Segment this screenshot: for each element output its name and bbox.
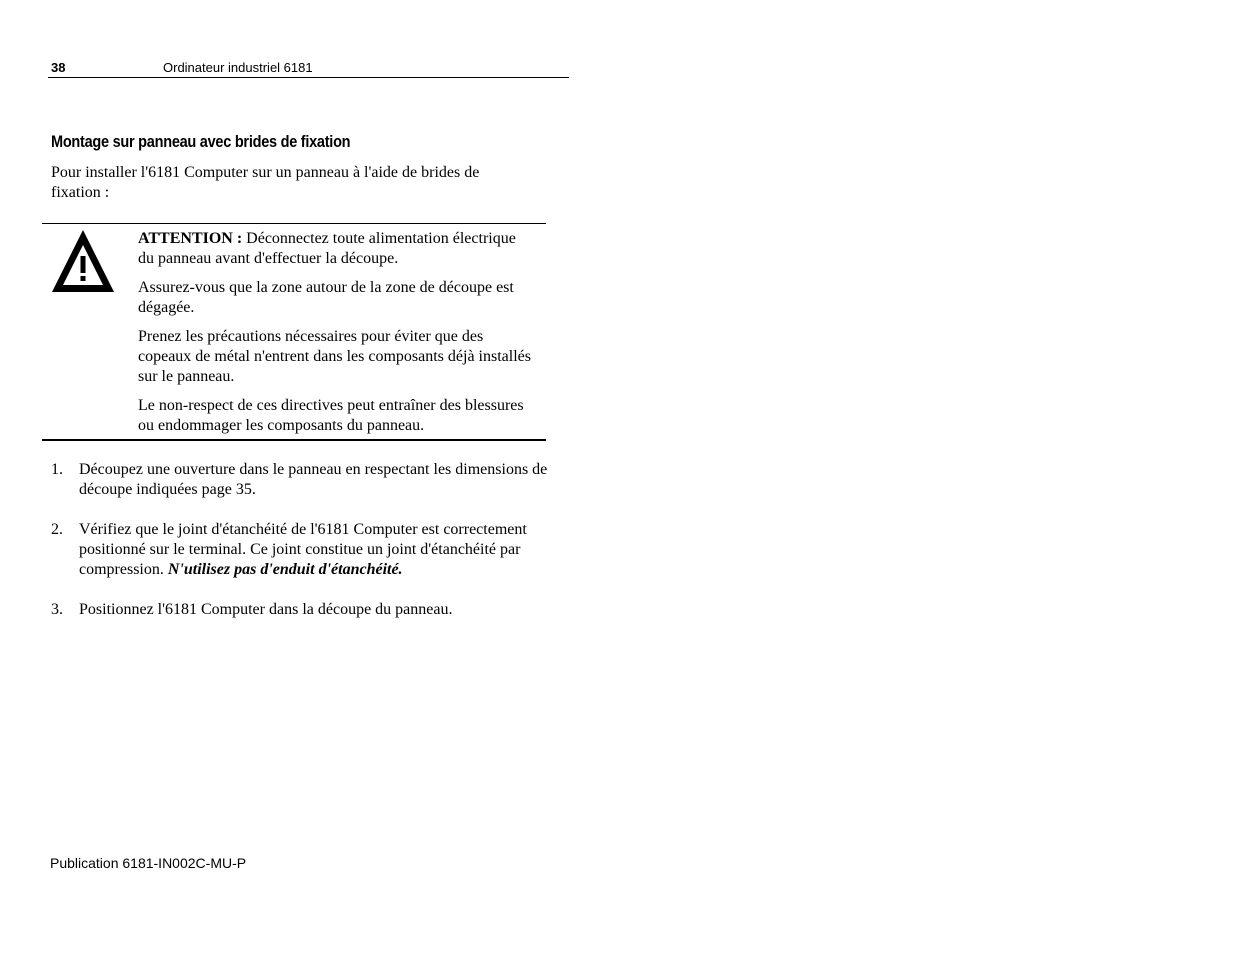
attention-lead: Déconnectez toute alimentation électrique du panneau avant d'effectuer la découpe.: [138, 230, 516, 267]
list-item: [51, 520, 566, 580]
step-text: Vérifiez que le joint d'étanchéité de l'6181 Computer est correctement positionné sur le terminal. Ce joint constitue un joint d'étanchéité par compression.: [79, 521, 527, 578]
page-header: [48, 58, 569, 78]
step-emphasis: N'utilisez pas d'enduit d'étanchéité.: [167, 561, 403, 578]
intro-paragraph: Pour installer l'6181 Computer sur un panneau à l'aide de brides de fixation :: [51, 164, 480, 201]
attention-paragraph: Le non-respect de ces directives peut entraîner des blessures ou endommager les composants du panneau.: [138, 397, 524, 434]
publication-footer: Publication 6181-IN002C-MU-P: [50, 855, 247, 871]
attention-paragraph: Prenez les précautions nécessaires pour éviter que des copeaux de métal n'entrent dans les composants déjà installés sur le panneau.: [138, 328, 531, 385]
section-heading: Montage sur panneau avec brides de fixation: [51, 133, 351, 151]
page-number: 38: [51, 60, 66, 75]
step-number: 2.: [51, 521, 63, 538]
warning-triangle-icon: [50, 228, 116, 294]
step-text: Découpez une ouverture dans le panneau en respectant les dimensions de découpe indiquées page 35.: [79, 461, 548, 498]
attention-box: [42, 223, 546, 441]
attention-label: ATTENTION :: [138, 230, 243, 247]
list-item: [51, 600, 566, 620]
step-number: 3.: [51, 601, 63, 618]
attention-paragraph: Assurez-vous que la zone autour de la zone de découpe est dégagée.: [138, 279, 514, 316]
step-number: 1.: [51, 461, 63, 478]
list-item: [51, 460, 566, 500]
steps-list: [51, 460, 566, 640]
attention-text: [138, 229, 533, 445]
attention-lead-paragraph: [138, 229, 533, 269]
running-title: Ordinateur industriel 6181: [163, 60, 313, 75]
step-text: Positionnez l'6181 Computer dans la découpe du panneau.: [79, 601, 453, 618]
